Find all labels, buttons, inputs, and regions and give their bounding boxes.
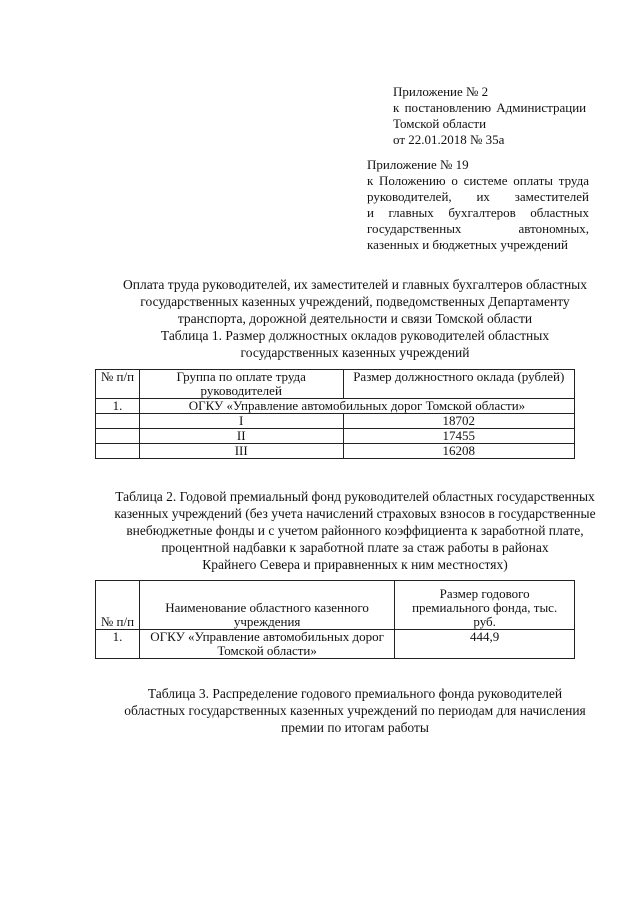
title-line: государственных казенных учреждений, подведомственных Департаменту (140, 294, 570, 309)
header-num: № п/п (96, 370, 140, 399)
org-name: ОГКУ «Управление автомобильных дорог Томской области» (139, 630, 394, 659)
table-row (96, 429, 575, 444)
table3-caption (90, 685, 620, 736)
appendix-line: к Положению о системе оплаты труда (367, 173, 589, 188)
appendix-line: Приложение № 19 (367, 157, 469, 172)
appendix-line: казенных и бюджетных учреждений (367, 237, 568, 252)
table1-caption: Таблица 1. Размер должностных окладов руководителей областных (160, 328, 550, 343)
table-row (96, 399, 575, 414)
caption-line: Крайнего Севера и приравненных к ним местностях) (202, 557, 508, 572)
salary-cell: 18702 (343, 414, 575, 429)
appendix-line: к постановлению Администрации (393, 100, 587, 115)
appendix-line: Томской области (393, 116, 487, 131)
appendix-line: и главных бухгалтеров областных (367, 205, 589, 220)
title-line: Оплата труда руководителей, их заместителей и главных бухгалтеров областных (122, 277, 588, 292)
salary-cell: 17455 (343, 429, 575, 444)
table-row (96, 414, 575, 429)
appendix-line: руководителей, их заместителей (367, 189, 589, 204)
table-header-row (96, 370, 575, 399)
table-row (96, 630, 575, 659)
appendix-sub-reference (367, 157, 589, 253)
document-title (95, 276, 615, 361)
table1-salaries (95, 369, 575, 459)
table1-caption: государственных казенных учреждений (240, 345, 470, 360)
org-name: ОГКУ «Управление автомобильных дорог Томской области» (139, 399, 574, 414)
row-num: 1. (96, 630, 140, 659)
group-cell: II (139, 429, 343, 444)
appendix-line: государственных автономных, (367, 221, 589, 236)
group-cell: III (139, 444, 343, 459)
appendix-line: Приложение № 2 (393, 84, 489, 99)
appendix-main-reference (393, 84, 593, 148)
appendix-line: от 22.01.2018 № 35а (393, 132, 505, 147)
caption-line: Таблица 3. Распределение годового премиального фонда руководителей (147, 686, 563, 701)
row-num: 1. (96, 399, 140, 414)
header-org: Наименование областного казенного учреждения (139, 581, 394, 630)
header-fund: Размер годового премиального фонда, тыс. руб. (395, 581, 575, 630)
caption-line: внебюджетные фонды и с учетом районного коэффициента к заработной плате, (126, 523, 584, 538)
table2-caption (90, 488, 620, 573)
title-line: транспорта, дорожной деятельности и связи Томской области (177, 311, 533, 326)
table-header-row (96, 581, 575, 630)
caption-line: Таблица 2. Годовой премиальный фонд руководителей областных государственных (115, 489, 595, 504)
caption-line: областных государственных казенных учреждений по периодам для начисления (124, 703, 586, 718)
caption-line: премии по итогам работы (281, 720, 429, 735)
header-group: Группа по оплате труда руководителей (139, 370, 343, 399)
caption-line: процентной надбавки к заработной плате за стаж работы в районах (161, 540, 549, 555)
table2-bonus-fund (95, 580, 575, 659)
salary-cell: 16208 (343, 444, 575, 459)
table-row (96, 444, 575, 459)
group-cell: I (139, 414, 343, 429)
caption-line: казенных учреждений (без учета начислений страховых взносов в государственные (114, 506, 596, 521)
fund-value: 444,9 (395, 630, 575, 659)
header-salary: Размер должностного оклада (рублей) (343, 370, 575, 399)
header-num: № п/п (96, 581, 140, 630)
